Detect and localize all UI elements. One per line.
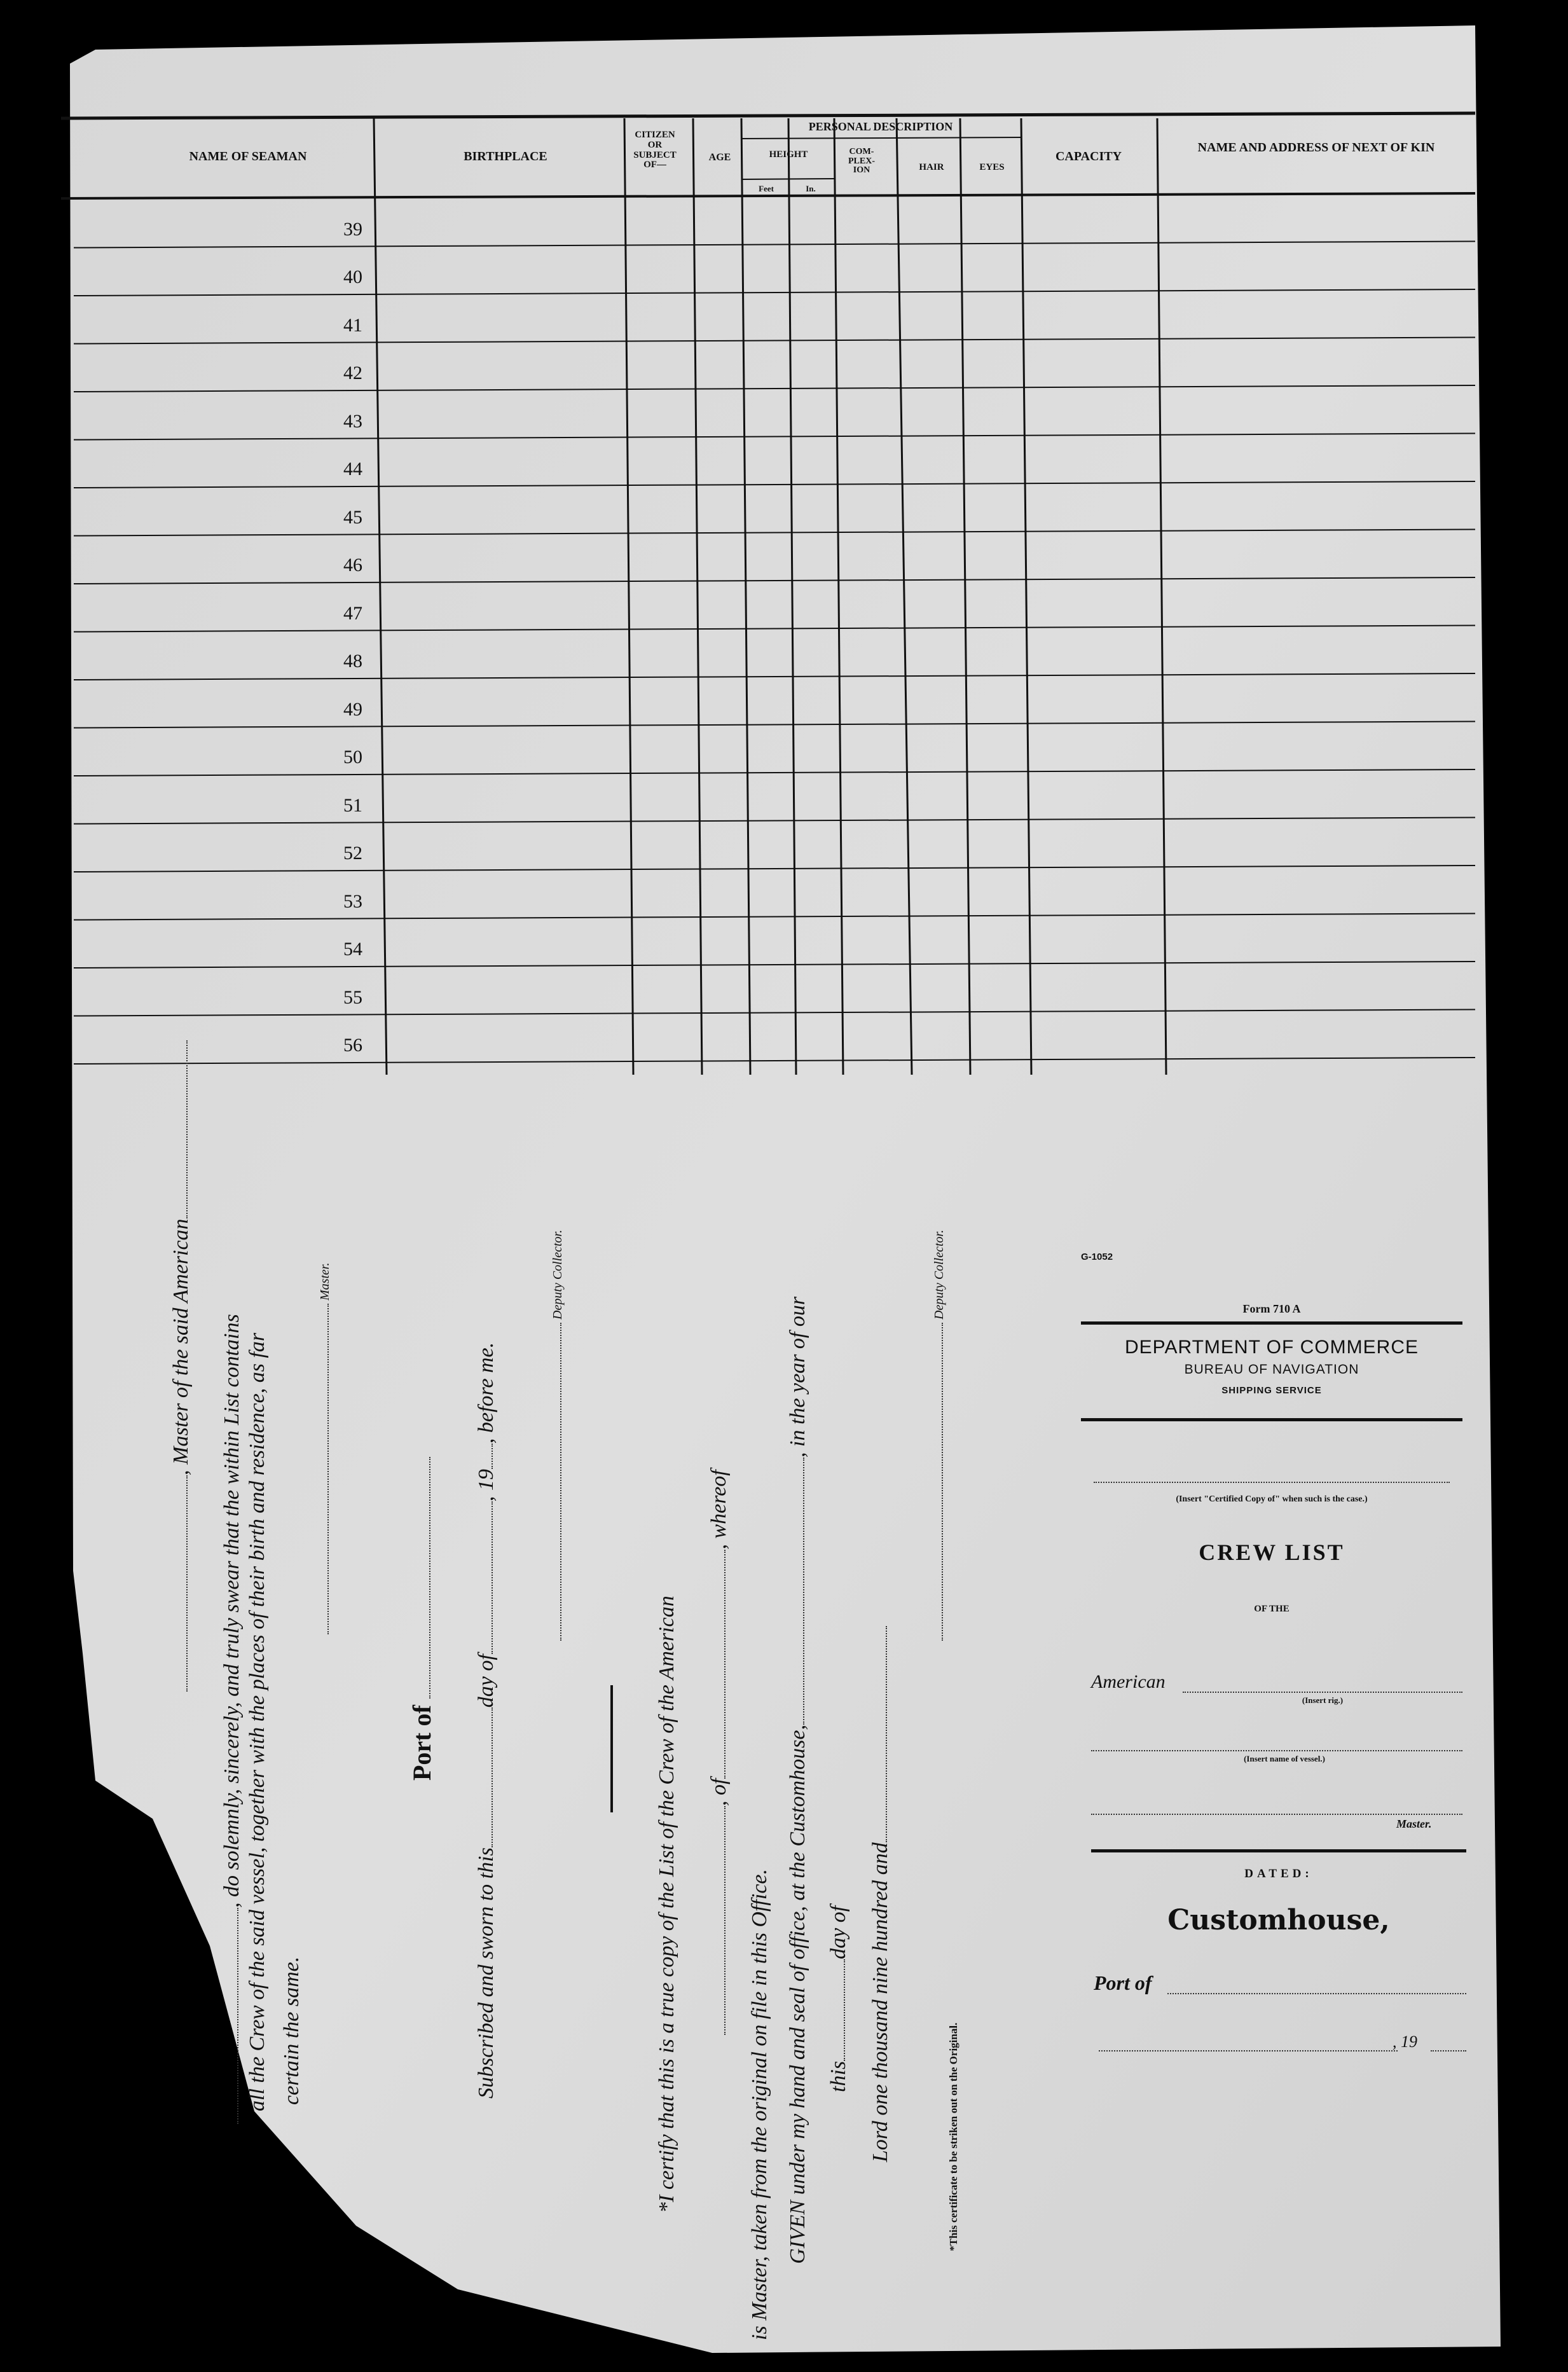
row-number: 55 (343, 986, 362, 1008)
oath-month-blank (492, 1501, 493, 1654)
cover-port-blank (1167, 1993, 1466, 1994)
row-number: 56 (343, 1035, 362, 1056)
cert-deputy-blank (942, 1323, 943, 1641)
header-height: HEIGHT (769, 149, 808, 160)
row-number: 47 (343, 602, 362, 624)
oath-port-of (407, 1457, 437, 1781)
certificate-line-6 (869, 1626, 893, 2162)
bureau-title: BUREAU OF NAVIGATION (1184, 1362, 1359, 1377)
crew-list-title: CREW LIST (1199, 1540, 1345, 1565)
header-citizen: CITIZEN OR SUBJECT OF— (633, 130, 677, 170)
form-code: G-1052 (1081, 1252, 1113, 1262)
row-number: 45 (343, 506, 362, 528)
rig-blank (1183, 1692, 1462, 1693)
vessel-name-blank (1091, 1750, 1462, 1751)
certificate-line-4 (786, 1297, 810, 2264)
oath-divider (610, 1685, 613, 1812)
header-birthplace: BIRTHPLACE (464, 149, 547, 163)
oath-port-of-label: Port of (408, 1705, 436, 1781)
certificate-day-of: day of (827, 1905, 850, 1959)
oath-subscribed-line (474, 1342, 499, 2099)
oath-master-signature (318, 1263, 333, 1634)
certificate-line-5 (827, 1906, 851, 2092)
of-the-label: OF THE (1254, 1604, 1289, 1614)
certificate-year-of-our: , in the year of our (786, 1296, 809, 1458)
oath-line-1 (169, 1040, 193, 1692)
oath-day-of: day of (474, 1654, 498, 1708)
cert-year-blank (886, 1626, 887, 1842)
cover-top-rule (1081, 1321, 1462, 1325)
oath-master-label: Master. (318, 1262, 332, 1300)
cert-port-blank (724, 1550, 726, 1779)
cover-bottom-rule (1091, 1849, 1466, 1852)
oath-name-blank (186, 1475, 188, 1692)
customhouse-title: Customhouse, (1167, 1904, 1390, 1936)
header-next-of-kin: NAME AND ADDRESS OF NEXT OF KIN (1197, 141, 1435, 155)
form-number: Form 710 A (1242, 1302, 1301, 1315)
header-complexion: COM- PLEX- ION (848, 147, 875, 176)
cover-year-19: , 19 (1393, 2032, 1417, 2051)
row-number: 48 (343, 651, 362, 672)
row-number: 44 (343, 459, 362, 479)
row-number: 53 (343, 890, 362, 912)
cover-master-label: Master. (1396, 1817, 1432, 1830)
certificate-line-1 (655, 1596, 679, 2213)
row-number: 52 (343, 843, 362, 864)
oath-deputy-collector (551, 1230, 565, 1641)
oath-line-4-text: certain the same. (280, 1956, 303, 2105)
insert-rig-note: (Insert rig.) (1302, 1695, 1344, 1705)
row-number: 54 (343, 939, 362, 960)
certified-copy-note: (Insert "Certified Copy of" when such is the case.) (1176, 1494, 1368, 1504)
oath-line-2 (220, 1314, 244, 2124)
dated-label: DATED: (1244, 1867, 1313, 1880)
oath-deputy-label: Deputy Collector. (551, 1229, 565, 1320)
certified-copy-blank (1094, 1482, 1450, 1483)
header-eyes: EYES (979, 162, 1005, 172)
oath-line-2-text: , do solemnly, sincerely, and truly swear that the within List contains (220, 1314, 244, 1908)
cert-vessel-blank (724, 1806, 726, 2035)
certificate-this: this (827, 2060, 850, 2092)
row-number: 46 (343, 555, 362, 576)
cover-port-of-label: Port of (1094, 1971, 1152, 1994)
oath-before-me: , before me. (474, 1342, 498, 1444)
header-personal-description: PERSONAL DESCRIPTION (808, 120, 953, 133)
header-inches: In. (806, 184, 816, 193)
certificate-line-2 (707, 1470, 731, 2035)
service-title: SHIPPING SERVICE (1221, 1385, 1322, 1396)
cover-year-blank (1431, 2050, 1466, 2051)
oath-line-4 (280, 1957, 304, 2105)
certificate-footnote (947, 2023, 960, 2251)
cover-date-blank (1099, 2050, 1398, 2051)
department-title: DEPARTMENT OF COMMERCE (1124, 1337, 1419, 1358)
certificate-line-3-text: is Master, taken from the original on file in this Office. (748, 1868, 771, 2340)
cert-customhouse-blank (803, 1458, 804, 1725)
header-hair: HAIR (919, 162, 944, 172)
certificate-whereof: , whereof (707, 1470, 731, 1550)
master-name-blank (1091, 1814, 1462, 1815)
certificate-of: , of (707, 1778, 731, 1806)
oath-line-3-text: all the Crew of the said vessel, together with the places of their birth and residence, as far (245, 1332, 269, 2111)
master-signature-blank (327, 1304, 329, 1634)
row-number: 41 (343, 314, 362, 336)
header-capacity: CAPACITY (1055, 149, 1122, 163)
oath-place-blank (237, 1908, 238, 2124)
certificate-deputy-collector (932, 1230, 947, 1641)
american-label: American (1091, 1671, 1166, 1692)
certificate-line-4-text: GIVEN under my hand and seal of office, at the Customhouse, (786, 1724, 809, 2264)
header-age: AGE (708, 152, 731, 163)
oath-line-1-text: , Master of the said American (169, 1218, 193, 1475)
oath-port-blank (429, 1457, 430, 1699)
oath-year-blank (492, 1444, 493, 1469)
oath-deputy-blank (560, 1323, 561, 1641)
header-feet: Feet (759, 184, 774, 193)
oath-subscribed-text: Subscribed and sworn to this (474, 1847, 498, 2099)
row-number: 40 (343, 266, 362, 287)
cover-mid-rule (1081, 1418, 1462, 1421)
row-number: 42 (343, 362, 362, 383)
header-name-of-seaman: NAME OF SEAMAN (189, 149, 307, 163)
certificate-line-3 (748, 1869, 772, 2340)
oath-line-3 (245, 1333, 270, 2111)
oath-day-blank (492, 1707, 493, 1847)
certificate-line-6-text: Lord one thousand nine hundred and (869, 1842, 892, 2162)
certificate-line-1-text: *I certify that this is a true copy of the List of the Crew of the American (655, 1596, 678, 2213)
row-number: 49 (343, 698, 362, 720)
cert-day-blank (844, 1959, 845, 2061)
row-number: 51 (343, 794, 362, 816)
oath-year-19: , 19 (474, 1469, 498, 1502)
row-number: 50 (343, 747, 362, 768)
insert-vessel-note: (Insert name of vessel.) (1244, 1754, 1325, 1763)
oath-vessel-blank (186, 1040, 188, 1218)
certificate-deputy-label: Deputy Collector. (932, 1229, 946, 1320)
row-number: 39 (343, 218, 362, 240)
certificate-footnote-text: *This certificate to be striken out on the Original. (947, 2022, 959, 2251)
row-number: 43 (343, 410, 362, 432)
